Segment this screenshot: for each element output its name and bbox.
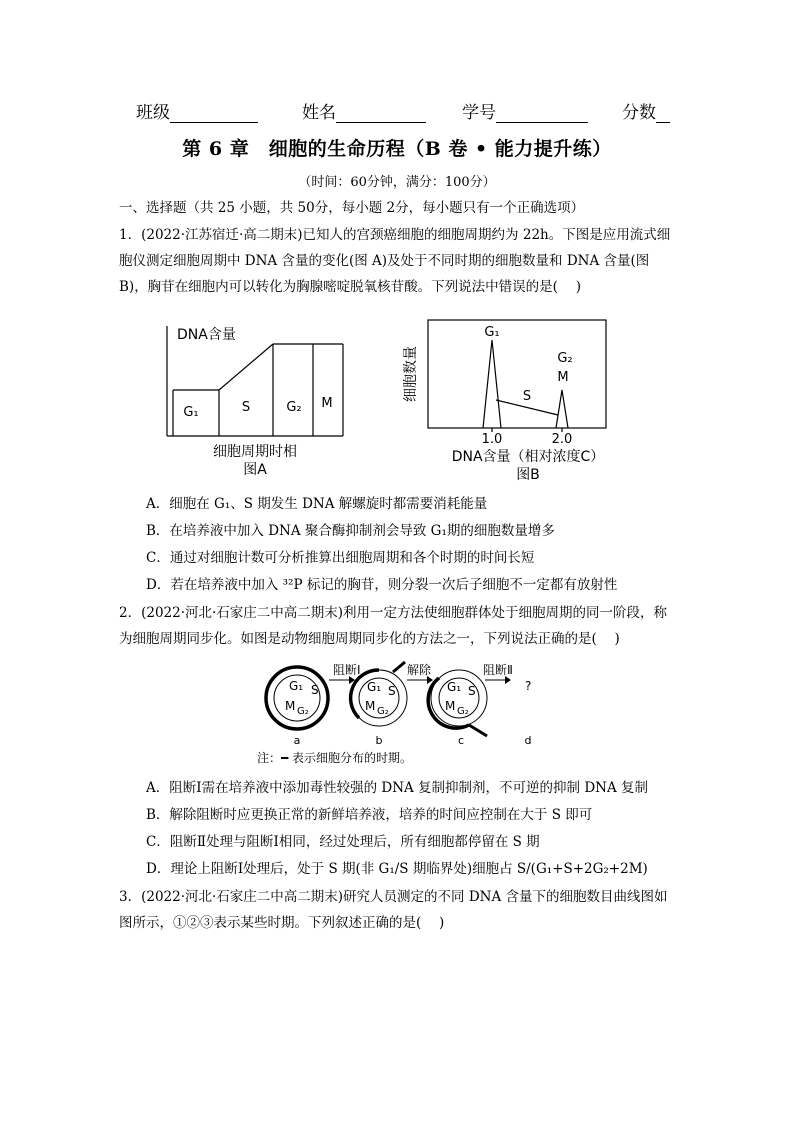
- q2-option-b[interactable]: B．解除阻断时应更换正常的新鲜培养液，培养的时间应控制在大于 S 即可: [146, 807, 593, 823]
- q2-stem-line-1: 2．(2022·河北·石家庄二中高二期末)利用一定方法使细胞群体处于细胞周期的同一阶段，称: [119, 605, 668, 621]
- cycle-c: [428, 670, 487, 736]
- fig-a-phase-g1: G₁: [183, 405, 199, 420]
- q1-stem-line-3: B)，胸苷在细胞内可以转化为胸腺嘧啶脱氧核苷酸。下列说法中错误的是( ): [119, 279, 582, 295]
- fig-b-peak-g1: G₁: [484, 325, 500, 340]
- page-title: 第 6 章 细胞的生命历程（B 卷 • 能力提升练）: [182, 138, 612, 160]
- q1-stem-line-2: 胞仪测定细胞周期中 DNA 含量的变化(图 A)及处于不同时期的细胞数量和 DNA 含量(图: [119, 253, 650, 269]
- q2-option-a[interactable]: A．阻断Ⅰ需在培养液中添加毒性较强的 DNA 复制抑制剂，不可逆的抑制 DNA 复制: [146, 780, 649, 796]
- cycle-b-s: S: [388, 684, 396, 698]
- cycle-a-g1: G₁: [289, 679, 304, 693]
- id-label: 学号: [462, 103, 496, 123]
- q1-stem-line-1: 1．(2022·江苏宿迁·高二期末)已知人的宫颈癌细胞的细胞周期约为 22h。下图是应用流式细: [119, 227, 671, 243]
- fig-b-ylabel: 细胞数量: [403, 346, 419, 402]
- cycle-c-g2: G₂: [457, 706, 469, 717]
- cycle-c-m: M: [445, 699, 456, 713]
- class-blank[interactable]: [170, 106, 258, 123]
- q2-option-d[interactable]: D．理论上阻断Ⅰ处理后，处于 S 期(非 G₁/S 期临界处)细胞占 S/(G₁+S+2G₂+2M): [146, 861, 648, 877]
- page-subtitle: （时间：60分钟，满分：100分）: [298, 175, 496, 190]
- label-b: b: [375, 734, 383, 747]
- fig-a-phase-g2: G₂: [286, 400, 302, 415]
- cycle-b-g1: G₁: [367, 680, 382, 694]
- cycle-c-g1: G₁: [447, 680, 462, 694]
- score-blank[interactable]: [656, 106, 670, 123]
- id-blank[interactable]: [496, 106, 588, 123]
- label-c: c: [457, 734, 465, 747]
- fig-a-xlabel: 细胞周期时相: [213, 444, 297, 460]
- fig-a-phase-s: S: [241, 400, 251, 415]
- cycle-b-m: M: [365, 699, 376, 713]
- cell-cycle-sync-figure: [255, 660, 565, 770]
- cycle-a-g2: G₂: [297, 706, 309, 717]
- fig-b-tick-2: 2.0: [551, 432, 573, 447]
- fig-a-ylabel: DNA含量: [177, 327, 236, 343]
- figure-note: 注：━ 表示细胞分布的时期。: [257, 751, 413, 765]
- q3-stem-line-1: 3．(2022·河北·石家庄二中高二期末)研究人员测定的不同 DNA 含量下的细胞数目曲线图如: [119, 889, 668, 905]
- label-a: a: [293, 734, 301, 747]
- arrow-release-label: 解除: [407, 663, 432, 677]
- cycle-a: [266, 667, 328, 729]
- fig-a-caption: 图A: [243, 462, 267, 478]
- fig-a-phase-m: M: [321, 396, 333, 411]
- label-d: d: [524, 734, 532, 747]
- student-info-line: [136, 98, 676, 122]
- class-field: [136, 98, 258, 123]
- fig-b-peak-g2: G₂: [557, 351, 573, 366]
- figure-b: [400, 318, 610, 486]
- q1-option-b[interactable]: B．在培养液中加入 DNA 聚合酶抑制剂会导致 G₁期的细胞数量增多: [146, 523, 555, 539]
- arrow-block-1-label: 阻断Ⅰ: [333, 663, 361, 677]
- q1-option-d[interactable]: D．若在培养液中加入 ³²P 标记的胸苷，则分裂一次后子细胞不一定都有放射性: [146, 577, 618, 593]
- fig-b-xlabel: DNA含量（相对浓度C）: [451, 449, 605, 465]
- figure-a: [155, 318, 355, 483]
- q2-stem-line-2: 为细胞周期同步化。如图是动物细胞周期同步化的方法之一，下列说法正确的是( ): [119, 631, 620, 647]
- fig-b-tick-1: 1.0: [481, 432, 503, 447]
- cycle-a-s: S: [311, 683, 319, 697]
- class-label: 班级: [136, 103, 170, 123]
- q1-option-c[interactable]: C．通过对细胞计数可分析推算出细胞周期和各个时期的时间长短: [146, 550, 535, 566]
- q2-option-c[interactable]: C．阻断Ⅱ处理与阻断Ⅰ相同，经过处理后，所有细胞都停留在 S 期: [146, 834, 540, 850]
- fig-b-caption: 图B: [516, 467, 540, 483]
- fig-b-s-label: S: [522, 389, 532, 404]
- cycle-d-question: ?: [525, 679, 532, 693]
- name-field: [302, 98, 426, 123]
- name-blank[interactable]: [336, 106, 426, 123]
- cycle-a-m: M: [285, 699, 296, 713]
- score-label: 分数: [622, 103, 656, 123]
- section-heading: 一、选择题（共 25 小题，共 50分，每小题 2分，每小题只有一个正确选项）: [119, 200, 585, 216]
- arrow-block-2-label: 阻断Ⅱ: [483, 663, 513, 677]
- score-field: [622, 98, 670, 123]
- q3-stem-line-2: 图所示，①②③表示某些时期。下列叙述正确的是( ): [119, 915, 445, 931]
- name-label: 姓名: [302, 103, 336, 123]
- cycle-b-g2: G₂: [377, 706, 389, 717]
- q1-option-a[interactable]: A．细胞在 G₁、S 期发生 DNA 解螺旋时都需要消耗能量: [146, 496, 488, 512]
- fig-b-peak-m: M: [557, 370, 569, 385]
- cycle-c-s: S: [468, 684, 476, 698]
- id-field: [462, 98, 588, 123]
